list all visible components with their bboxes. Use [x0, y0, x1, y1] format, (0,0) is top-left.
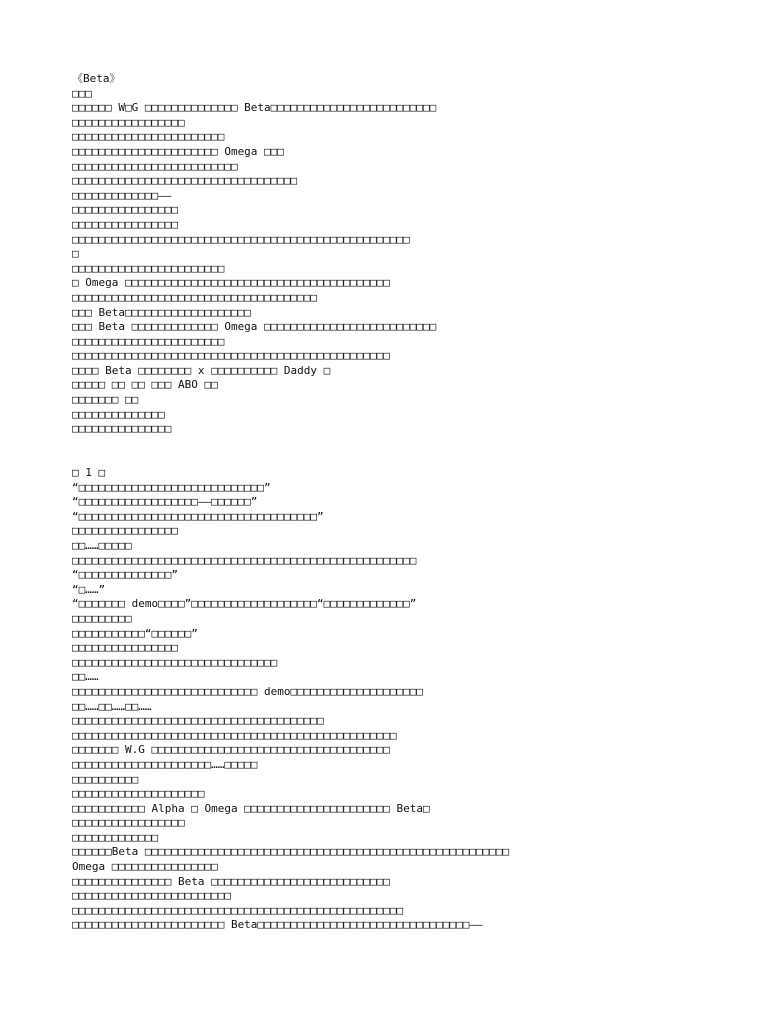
chapter-text-line: “□□□□□□□ demo□□□□”□□□□□□□□□□□□□□□□□□□“□□□□□□□□□□□□□”	[72, 597, 417, 611]
chapter-text-line: □□□□□□□□□□□□□□□□□□□□□□□□	[72, 889, 231, 903]
intro-text-line: □□□ Beta □□□□□□□□□□□□□ Omega □□□□□□□□□□□□□□□□□□□□□□□□□□	[72, 320, 437, 334]
intro-text-line: □□□□□□□□□□□□□□□□□□□□□□□□□□□□□□□□□□□□□	[72, 290, 318, 304]
intro-text-line: □□□□□□□□□□□□□□□□□□□□□□□□□	[72, 159, 238, 173]
intro-text-line: □□□	[72, 86, 92, 100]
chapter-text-line: □□□□□□□□□□□ Alpha □ Omega □□□□□□□□□□□□□□□□□□□□□□ Beta□	[72, 801, 430, 815]
chapter-section	[72, 466, 692, 933]
chapter-text-line: □□□□□□□□□□□“□□□□□□”	[72, 626, 198, 640]
document-page	[72, 72, 692, 933]
chapter-text-line: □□□□□□□□□□□□□□□□□□□□□……□□□□□	[72, 757, 258, 771]
chapter-text-line: “□□□□□□□□□□□□□□□□□□□□□□□□□□□□□□□□□□□□”	[72, 509, 324, 523]
chapter-text-line: “□□□□□□□□□□□□□□□□□□□□□□□□□□□□”	[72, 480, 271, 494]
chapter-text-line: □□□□□□□□□□□□□□□□□□□□□□□□□□□□□□□□□□□□□□□□□□□□□□□□□	[72, 728, 397, 742]
intro-text-line: □□□□□□□□□□□□□——	[72, 188, 172, 202]
chapter-text-line: □ 1 □	[72, 466, 106, 480]
intro-text-line: □□□□□□□□□□□□□□□□□□□□□□ Omega □□□	[72, 144, 284, 158]
intro-text-line: □ Omega □□□□□□□□□□□□□□□□□□□□□□□□□□□□□□□□□□□□□□□□	[72, 276, 390, 290]
chapter-text-line: □□……□□□□□	[72, 539, 132, 552]
chapter-text-line: □□……□□……□□……	[72, 699, 152, 713]
intro-text-line: □□□ Beta□□□□□□□□□□□□□□□□□□□	[72, 305, 251, 319]
chapter-text-line: □□□□□□□□□□□□□□□□□□□□□□□□□□□□ demo□□□□□□□□□□□□□□□□□□□□	[72, 684, 423, 698]
chapter-text-line: “□□□□□□□□□□□□□□”	[72, 568, 178, 582]
chapter-text-line: □□……	[72, 670, 99, 684]
intro-section	[72, 72, 692, 437]
chapter-text-line: “□□□□□□□□□□□□□□□□□□——□□□□□□”	[72, 495, 258, 509]
intro-text-line: 《Beta》	[72, 72, 121, 85]
intro-text-line: □□□□□□□□□□□□□□	[72, 407, 165, 421]
intro-text-line: □□□□□□ W□G □□□□□□□□□□□□□□ Beta□□□□□□□□□□□□□□□□□□□□□□□□□	[72, 101, 437, 115]
chapter-text-line: □□□□□□□□□□□□□□□□	[72, 524, 178, 538]
intro-text-line: □□□□□□□□□□□□□□□□□□□□□□□□□□□□□□□□□□□□□□□□□□□□□□□□	[72, 349, 390, 363]
intro-text-line: □□□□□□□□□□□□□□□□□□□□□□□	[72, 334, 225, 348]
chapter-text-line: Omega □□□□□□□□□□□□□□□□	[72, 860, 218, 874]
chapter-text-line: □□□□□□□ W.G □□□□□□□□□□□□□□□□□□□□□□□□□□□□□□□□□□□□	[72, 743, 390, 757]
intro-text-line: □□□□□□□□□□□□□□□□	[72, 203, 178, 217]
chapter-text-line: □□□□□□□□□	[72, 611, 132, 625]
intro-text-line: □□□□□□□□□□□□□□□□□□□□□□□	[72, 261, 225, 275]
chapter-text-line: □□□□□□Beta □□□□□□□□□□□□□□□□□□□□□□□□□□□□□□□□□□□□□□□□□□□□□□□□□□□□□□□	[72, 845, 510, 859]
chapter-text-line: □□□□□□□□□□□□□□□□□	[72, 816, 185, 830]
intro-text-line: □□□□□□□□□□□□□□□□□□□□□□□□□□□□□□□□□□	[72, 174, 298, 188]
chapter-text-line: “□……”	[72, 582, 106, 596]
chapter-text-line: □□□□□□□□□□□□□□□□□□□□□□□□□□□□□□□□□□□□□□	[72, 714, 324, 728]
chapter-text-line: □□□□□□□□□□□□□□□□□□□□□□□□□□□□□□□	[72, 655, 278, 669]
section-gap	[72, 437, 692, 466]
intro-text-line: □□□□ Beta □□□□□□□□ x □□□□□□□□□□ Daddy □	[72, 363, 331, 377]
intro-text-line: □□□□□□□□□□□□□□□	[72, 422, 172, 436]
chapter-text-line: □□□□□□□□□□□□□□□□□□□□□□□□□□□□□□□□□□□□□□□□□□□□□□□□□□□□	[72, 553, 417, 567]
intro-text-line: □□□□□□□□□□□□□□□□	[72, 217, 178, 231]
chapter-text-line: □□□□□□□□□□	[72, 772, 139, 786]
chapter-text-line: □□□□□□□□□□□□□□□□□□□□□□□□□□□□□□□□□□□□□□□□□□□□□□□□□□	[72, 903, 404, 917]
intro-text-line: □	[72, 247, 79, 261]
intro-text-line: □□□□□□□□□□□□□□□□□□□□□□□	[72, 130, 225, 144]
intro-text-line: □□□□□□□□□□□□□□□□□□□□□□□□□□□□□□□□□□□□□□□□□□□□□□□□□□□	[72, 232, 410, 246]
chapter-text-line: □□□□□□□□□□□□□□□□	[72, 641, 178, 655]
chapter-text-line: □□□□□□□□□□□□□□□ Beta □□□□□□□□□□□□□□□□□□□□□□□□□□□	[72, 874, 390, 888]
intro-text-line: □□□□□□□□□□□□□□□□□	[72, 115, 185, 129]
intro-text-line: □□□□□□□ □□	[72, 393, 139, 407]
intro-text-line: □□□□□ □□ □□ □□□ ABO □□	[72, 378, 218, 392]
chapter-text-line: □□□□□□□□□□□□□	[72, 830, 159, 844]
chapter-text-line: □□□□□□□□□□□□□□□□□□□□	[72, 787, 205, 801]
chapter-text-line: □□□□□□□□□□□□□□□□□□□□□□□ Beta□□□□□□□□□□□□□□□□□□□□□□□□□□□□□□□□——	[72, 918, 483, 932]
